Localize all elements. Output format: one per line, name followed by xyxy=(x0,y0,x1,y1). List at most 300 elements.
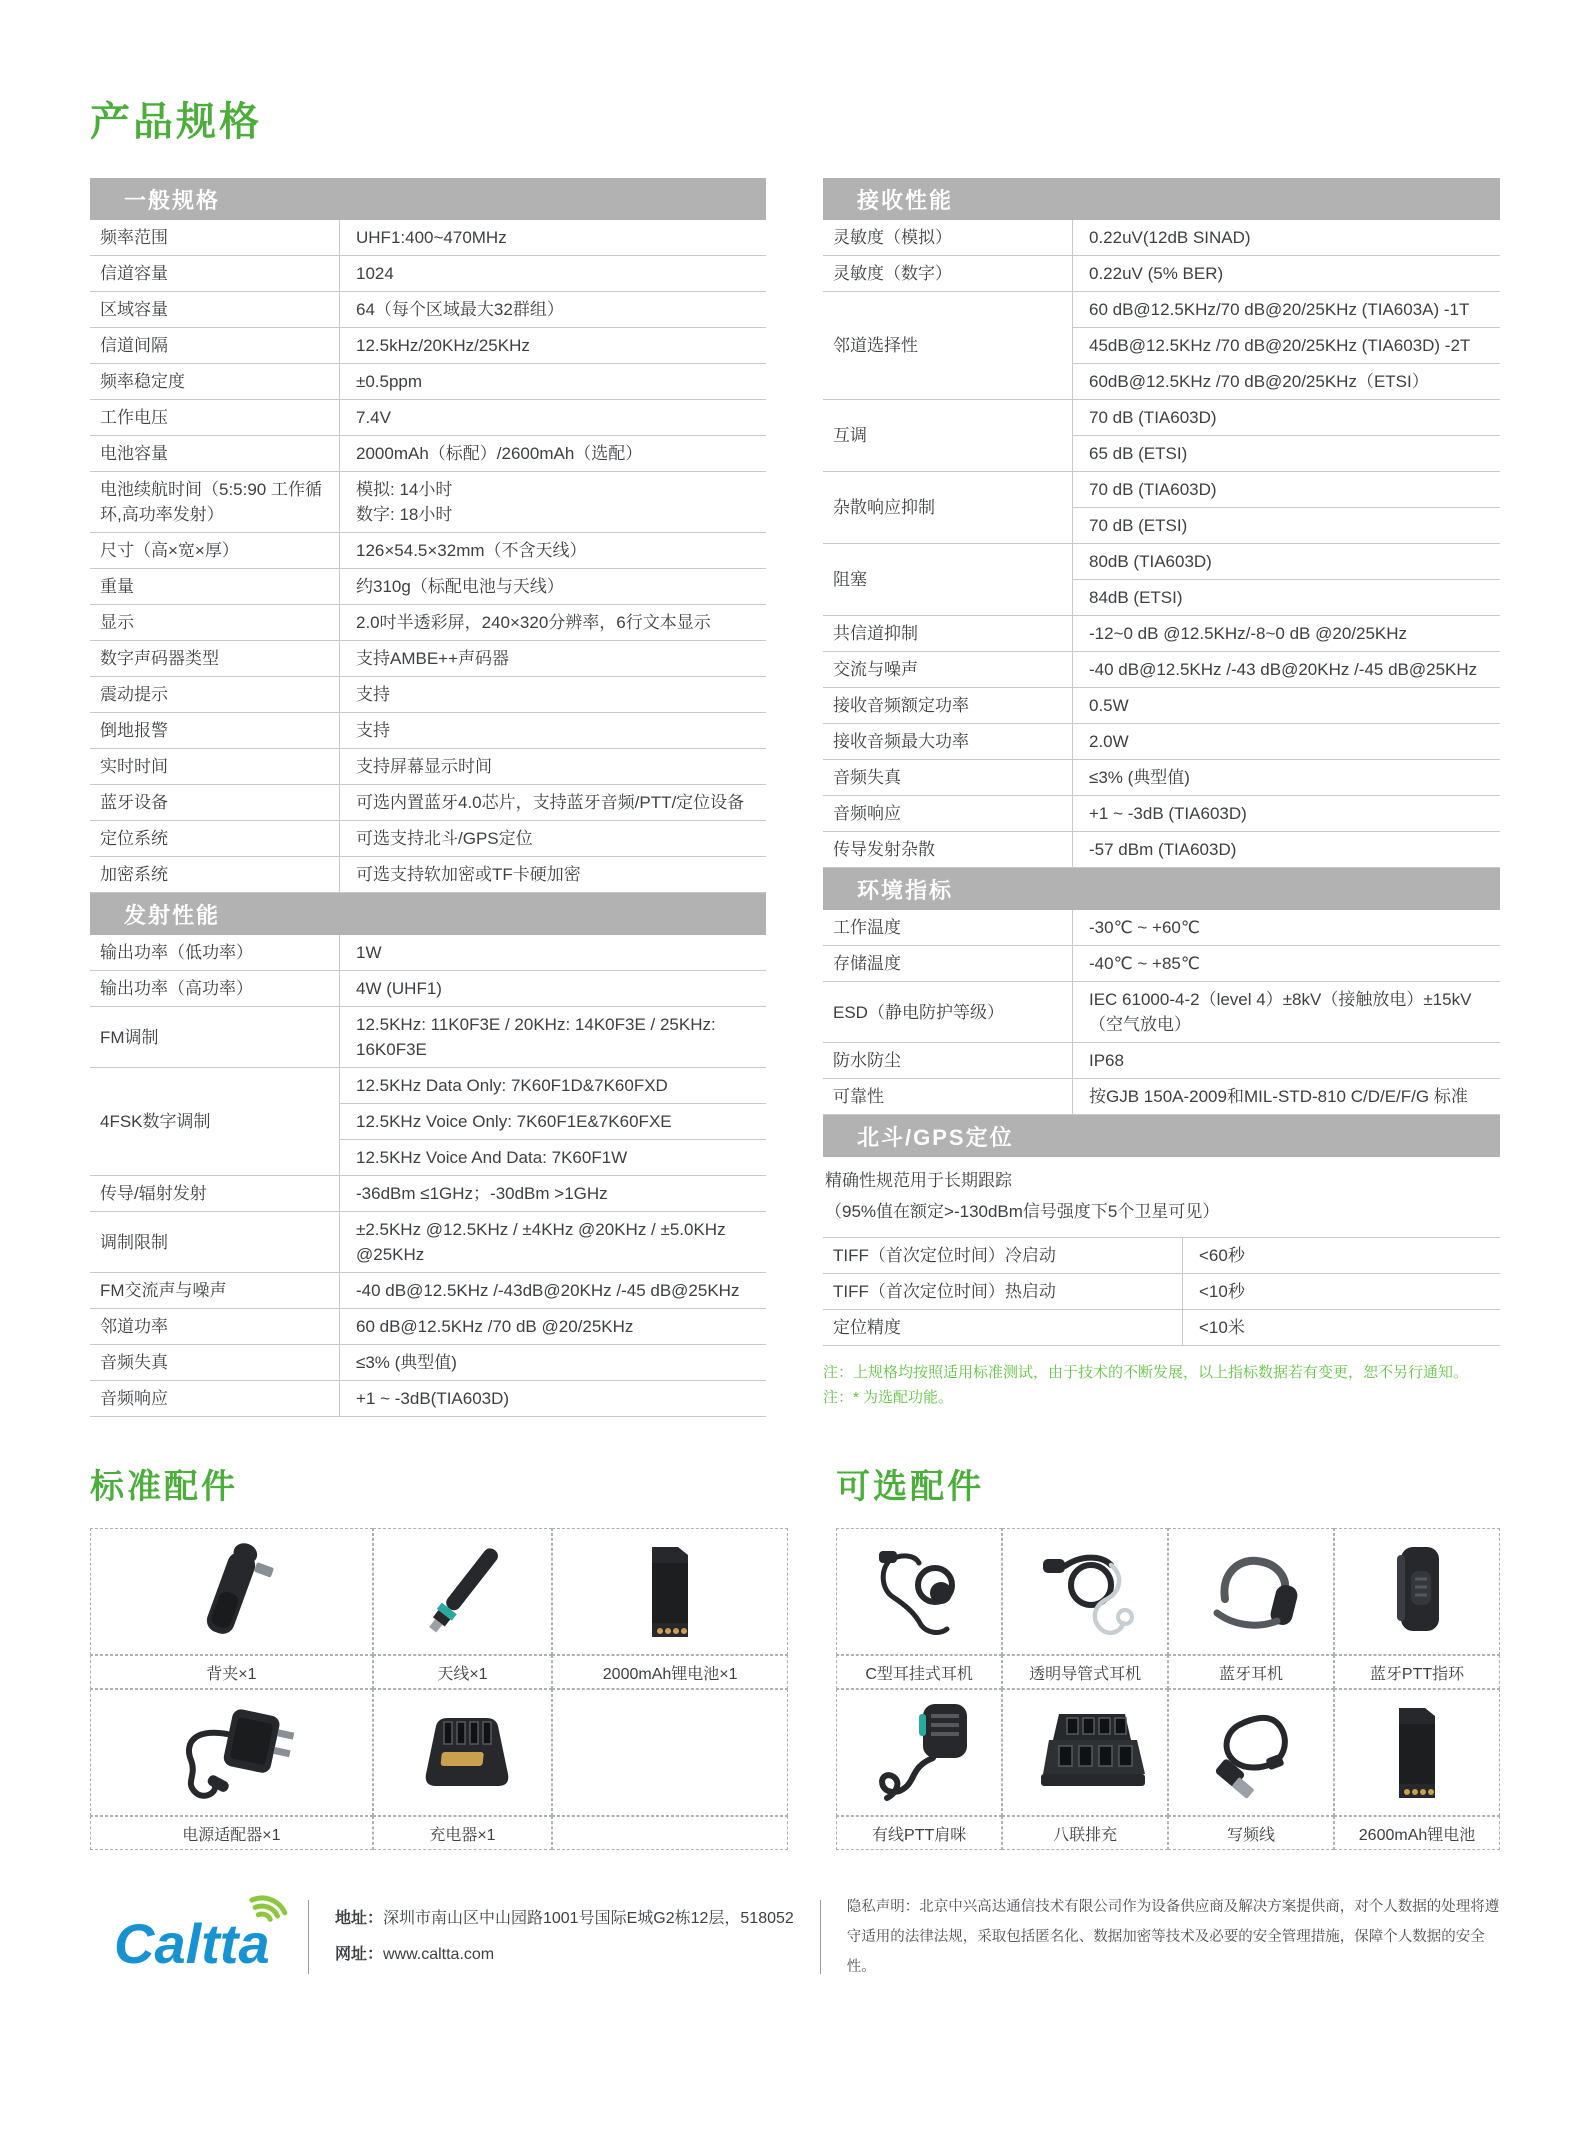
spec-value xyxy=(340,1212,766,1272)
multi-unit-charger-photo xyxy=(1002,1689,1168,1816)
accessory-label: 八联排充 xyxy=(1002,1816,1168,1850)
battery-photo xyxy=(1334,1689,1500,1816)
spec-value-cell xyxy=(1073,579,1500,615)
spec-row xyxy=(823,760,1500,796)
spec-label: 调制限制 xyxy=(90,1212,340,1272)
spec-row xyxy=(90,857,766,893)
accessory-label: 电源适配器×1 xyxy=(90,1816,373,1850)
spec-value-line: 12.5KHz Voice And Data: 7K60F1W xyxy=(356,1148,628,1167)
spec-label: 共信道抑制 xyxy=(823,616,1073,651)
spec-value-line: 12.5KHz Voice Only: 7K60F1E&7K60FXE xyxy=(356,1112,672,1131)
spec-row xyxy=(90,472,766,533)
gps-intro xyxy=(823,1157,1500,1238)
spec-value-cell xyxy=(340,1068,766,1103)
caltta-logo-graphic xyxy=(112,1893,308,1977)
spec-label: 邻道选择性 xyxy=(823,292,1073,399)
spec-value-cell xyxy=(1183,1274,1500,1309)
optional-accessories-section xyxy=(836,1433,1500,1850)
spec-label: 灵敏度（模拟） xyxy=(823,220,1073,255)
spec-value-line: ±2.5KHz @12.5KHz / ±4KHz @20KHz / ±5.0KHz @25KHz xyxy=(356,1220,726,1264)
spec-row xyxy=(90,785,766,821)
spec-row xyxy=(90,1345,766,1381)
accessory-label: 2000mAh锂电池×1 xyxy=(552,1655,788,1689)
spec-value-cell xyxy=(340,292,766,327)
spec-label: 阻塞 xyxy=(823,544,1073,615)
spec-label: 音频响应 xyxy=(90,1381,340,1416)
spec-value xyxy=(340,713,766,748)
accessory-label: C型耳挂式耳机 xyxy=(836,1655,1002,1689)
spec-table xyxy=(823,220,1500,868)
spec-value xyxy=(340,400,766,435)
spec-value-line: 84dB (ETSI) xyxy=(1089,588,1183,607)
spec-label: TIFF（首次定位时间）冷启动 xyxy=(823,1238,1183,1273)
spec-value-cell xyxy=(340,605,766,640)
spec-value-cell xyxy=(1073,946,1500,981)
spec-label: 传导发射杂散 xyxy=(823,832,1073,867)
spec-value-cell xyxy=(340,1103,766,1139)
spec-value-cell xyxy=(340,641,766,676)
spec-value xyxy=(340,1309,766,1344)
spec-value xyxy=(340,605,766,640)
spec-value-cell xyxy=(340,971,766,1006)
spec-value xyxy=(340,256,766,291)
spec-row xyxy=(90,1309,766,1345)
spec-label: TIFF（首次定位时间）热启动 xyxy=(823,1274,1183,1309)
spec-label: 接收音频额定功率 xyxy=(823,688,1073,723)
spec-value-line: <10秒 xyxy=(1199,1282,1245,1301)
spec-row xyxy=(90,749,766,785)
spec-value xyxy=(1073,1079,1500,1114)
spec-row xyxy=(90,1176,766,1212)
spec-value-line: 12.5KHz: 11K0F3E / 20KHz: 14K0F3E / 25KHz: 16K0F3E xyxy=(356,1015,716,1059)
accessory-label xyxy=(552,1816,788,1850)
spec-value-line: 可选内置蓝牙4.0芯片，支持蓝牙音频/PTT/定位设备 xyxy=(356,793,745,812)
spec-column-right-sections xyxy=(823,178,1500,1346)
spec-label: 灵敏度（数字） xyxy=(823,256,1073,291)
accessories-area xyxy=(90,1433,1500,1850)
section-header: 北斗/GPS定位 xyxy=(823,1115,1500,1157)
spec-value xyxy=(340,821,766,856)
spec-label: 蓝牙设备 xyxy=(90,785,340,820)
spec-label: 倒地报警 xyxy=(90,713,340,748)
spec-label: FM交流声与噪声 xyxy=(90,1273,340,1308)
bluetooth-headset-photo xyxy=(1168,1528,1334,1655)
spec-value-cell xyxy=(1073,724,1500,759)
spec-label: 工作电压 xyxy=(90,400,340,435)
spec-row xyxy=(90,328,766,364)
spec-row xyxy=(823,292,1500,400)
section-header: 接收性能 xyxy=(823,178,1500,220)
section-header: 发射性能 xyxy=(90,893,766,935)
spec-row xyxy=(823,832,1500,868)
privacy-statement: 隐私声明：北京中兴高达通信技术有限公司作为设备供应商及解决方案提供商，对个人数据的处理将遵守适用的法律法规，采取包括匿名化、数据加密等技术及必要的安全管理措施，保障个人数据的安全性。 xyxy=(846,1899,1500,1975)
spec-value-line: 0.22uV (5% BER) xyxy=(1089,264,1224,283)
spec-label: 传导/辐射发射 xyxy=(90,1176,340,1211)
spec-row xyxy=(90,971,766,1007)
spec-row xyxy=(90,364,766,400)
spec-value-cell xyxy=(340,1345,766,1380)
caltta-logo xyxy=(112,1893,308,1982)
spec-row xyxy=(90,641,766,677)
spec-value xyxy=(340,785,766,820)
address-label: 地址： xyxy=(334,1910,383,1927)
spec-label: 数字声码器类型 xyxy=(90,641,340,676)
spec-label: 尺寸（高×宽×厚） xyxy=(90,533,340,568)
spec-row xyxy=(90,1007,766,1068)
spec-value-line: -12~0 dB @12.5KHz/-8~0 dB @20/25KHz xyxy=(1089,624,1408,643)
bluetooth-ptt-ring-photo xyxy=(1334,1528,1500,1655)
spec-value-cell xyxy=(1073,760,1500,795)
spec-column-left xyxy=(90,178,766,1417)
spec-label: 邻道功率 xyxy=(90,1309,340,1344)
spec-value-line: 70 dB (TIA603D) xyxy=(1089,480,1217,499)
spec-value-line: 12.5kHz/20KHz/25KHz xyxy=(356,336,530,355)
spec-value xyxy=(340,1068,766,1175)
spec-value-cell xyxy=(340,1212,766,1272)
spec-row xyxy=(823,796,1500,832)
spec-value xyxy=(1073,220,1500,255)
spec-row xyxy=(823,616,1500,652)
empty-accessory-cell xyxy=(552,1689,788,1816)
spec-value-cell xyxy=(1073,832,1500,867)
spec-row xyxy=(823,256,1500,292)
spec-label: 工作温度 xyxy=(823,910,1073,945)
notes xyxy=(823,1360,1500,1410)
spec-value-line: 1024 xyxy=(356,264,394,283)
note-line: 注：上规格均按照适用标准测试，由于技术的不断发展，以上指标数据若有变更，恕不另行通知。 xyxy=(823,1364,1469,1381)
spec-value-cell xyxy=(1073,1079,1500,1114)
spec-label: 交流与噪声 xyxy=(823,652,1073,687)
spec-row xyxy=(823,946,1500,982)
spec-value-line: ±0.5ppm xyxy=(356,372,423,391)
section-header: 环境指标 xyxy=(823,868,1500,910)
spec-value xyxy=(340,1345,766,1380)
spec-value xyxy=(340,1381,766,1416)
spec-row xyxy=(90,935,766,971)
spec-value xyxy=(1073,946,1500,981)
accessory-label: 蓝牙耳机 xyxy=(1168,1655,1334,1689)
spec-value-cell xyxy=(1073,796,1500,831)
spec-value xyxy=(1073,982,1500,1042)
footer-address-block xyxy=(335,1901,794,1973)
spec-value xyxy=(340,533,766,568)
spec-row xyxy=(90,533,766,569)
spec-row xyxy=(823,724,1500,760)
spec-value-cell xyxy=(1073,910,1500,945)
gps-intro-line: （95%值在额定>-130dBm信号强度下5个卫星可见） xyxy=(825,1202,1220,1221)
spec-label: 加密系统 xyxy=(90,857,340,892)
spec-value-line: -40℃ ~ +85℃ xyxy=(1089,954,1200,973)
spec-value-line: 支持 xyxy=(356,721,390,740)
spec-label: 定位精度 xyxy=(823,1310,1183,1345)
accessory-label: 天线×1 xyxy=(373,1655,552,1689)
spec-value xyxy=(340,1176,766,1211)
spec-value-cell xyxy=(1073,256,1500,291)
spec-value-line: 可选支持北斗/GPS定位 xyxy=(356,829,533,848)
spec-row xyxy=(90,569,766,605)
spec-value-line: -40 dB@12.5KHz /-43 dB@20KHz /-45 dB@25KHz xyxy=(1089,660,1478,679)
spec-value xyxy=(340,328,766,363)
desktop-charger-photo xyxy=(373,1689,552,1816)
spec-value-cell xyxy=(340,857,766,892)
spec-row xyxy=(90,1381,766,1417)
spec-value-line: 126×54.5×32mm（不含天线） xyxy=(356,541,587,560)
spec-value-line: <60秒 xyxy=(1199,1246,1245,1265)
spec-value xyxy=(1183,1310,1500,1345)
spec-value-cell xyxy=(1073,472,1500,507)
spec-label: 电池容量 xyxy=(90,436,340,471)
address-value: 深圳市南山区中山园路1001号国际E城G2栋12层，518052 xyxy=(382,1910,794,1927)
footer-divider xyxy=(820,1900,821,1974)
spec-label: 互调 xyxy=(823,400,1073,471)
caltta-logo-text: Caltta xyxy=(114,1911,270,1975)
spec-row xyxy=(823,1310,1500,1346)
spec-value-line: -40 dB@12.5KHz /-43dB@20KHz /-45 dB@25KHz xyxy=(356,1281,740,1300)
spec-value-line: 64（每个区域最大32群组） xyxy=(356,300,564,319)
spec-label: 显示 xyxy=(90,605,340,640)
spec-label: 实时时间 xyxy=(90,749,340,784)
spec-value-line: -57 dBm (TIA603D) xyxy=(1089,840,1237,859)
spec-value xyxy=(1183,1274,1500,1309)
spec-value-cell xyxy=(340,220,766,255)
spec-value-cell xyxy=(1073,220,1500,255)
earhook-earpiece-photo xyxy=(836,1528,1002,1655)
battery-photo xyxy=(552,1528,788,1655)
spec-value xyxy=(1073,1043,1500,1078)
accessory-label: 充电器×1 xyxy=(373,1816,552,1850)
spec-value-line: 0.5W xyxy=(1089,696,1129,715)
spec-value-cell xyxy=(1073,507,1500,543)
spec-value xyxy=(1073,688,1500,723)
spec-value-line: 45dB@12.5KHz /70 dB@20/25KHz (TIA603D) -2T xyxy=(1089,336,1471,355)
spec-row xyxy=(823,1079,1500,1115)
spec-value xyxy=(340,857,766,892)
spec-value-line: 80dB (TIA603D) xyxy=(1089,552,1212,571)
spec-value xyxy=(1073,724,1500,759)
spec-value-cell xyxy=(1073,363,1500,399)
spec-row xyxy=(823,982,1500,1043)
spec-row xyxy=(823,544,1500,616)
spec-value-cell xyxy=(1073,688,1500,723)
spec-value-cell xyxy=(1073,616,1500,651)
spec-value xyxy=(340,569,766,604)
spec-value-cell xyxy=(340,364,766,399)
spec-row xyxy=(823,1274,1500,1310)
page-title: 产品规格 xyxy=(90,100,262,144)
gps-intro-line: 精确性规范用于长期跟踪 xyxy=(825,1171,1012,1190)
spec-value-cell xyxy=(340,1273,766,1308)
spec-label: 区域容量 xyxy=(90,292,340,327)
spec-value-cell xyxy=(340,1007,766,1067)
spec-value-line: ≤3% (典型值) xyxy=(1089,768,1190,787)
spec-label: 震动提示 xyxy=(90,677,340,712)
spec-value-line: +1 ~ -3dB(TIA603D) xyxy=(356,1389,510,1408)
spec-row xyxy=(823,220,1500,256)
spec-label: 信道间隔 xyxy=(90,328,340,363)
accessory-label: 写频线 xyxy=(1168,1816,1334,1850)
acoustic-tube-earpiece-photo xyxy=(1002,1528,1168,1655)
spec-value-line: 支持屏幕显示时间 xyxy=(356,757,492,776)
spec-row xyxy=(90,677,766,713)
spec-row xyxy=(90,220,766,256)
spec-label: 音频失真 xyxy=(90,1345,340,1380)
power-adapter-photo xyxy=(90,1689,373,1816)
spec-value xyxy=(1073,544,1500,615)
spec-value xyxy=(340,364,766,399)
spec-value-line: 4W (UHF1) xyxy=(356,979,442,998)
spec-value xyxy=(1073,400,1500,471)
spec-value xyxy=(1183,1238,1500,1273)
spec-value-cell xyxy=(1073,1043,1500,1078)
spec-value xyxy=(340,220,766,255)
spec-column-right xyxy=(823,178,1500,1410)
spec-value xyxy=(340,436,766,471)
spec-value-line: 1W xyxy=(356,943,382,962)
spec-table xyxy=(90,935,766,1417)
spec-value-line: 70 dB (TIA603D) xyxy=(1089,408,1217,427)
spec-row xyxy=(90,256,766,292)
footer-address-line xyxy=(335,1901,794,1937)
website-value: www.caltta.com xyxy=(382,1946,495,1963)
spec-label: 信道容量 xyxy=(90,256,340,291)
accessory-label: 背夹×1 xyxy=(90,1655,373,1689)
standard-accessories-section xyxy=(90,1433,788,1850)
spec-value-line: UHF1:400~470MHz xyxy=(356,228,507,247)
spec-value-line: 60 dB@12.5KHz/70 dB@20/25KHz (TIA603A) -1T xyxy=(1089,300,1470,319)
spec-row xyxy=(90,713,766,749)
spec-label: 频率稳定度 xyxy=(90,364,340,399)
spec-value-cell xyxy=(340,713,766,748)
optional-accessories-title: 可选配件 xyxy=(836,1468,985,1506)
spec-row xyxy=(823,1238,1500,1274)
spec-value xyxy=(340,935,766,970)
spec-row xyxy=(90,605,766,641)
spec-label: 防水防尘 xyxy=(823,1043,1073,1078)
spec-value xyxy=(1073,616,1500,651)
spec-value-line: 2.0吋半透彩屏，240×320分辨率，6行文本显示 xyxy=(356,613,711,632)
spec-value-line: 65 dB (ETSI) xyxy=(1089,444,1188,463)
spec-value-line: 约310g（标配电池与天线） xyxy=(356,577,564,596)
spec-row xyxy=(823,472,1500,544)
accessory-label: 2600mAh锂电池 xyxy=(1334,1816,1500,1850)
section-header: 一般规格 xyxy=(90,178,766,220)
spec-label: 存储温度 xyxy=(823,946,1073,981)
wired-ptt-speaker-mic-photo xyxy=(836,1689,1002,1816)
spec-value-line: 按GJB 150A-2009和MIL-STD-810 C/D/E/F/G 标准 xyxy=(1089,1087,1468,1106)
spec-value-cell xyxy=(340,785,766,820)
spec-label: ESD（静电防护等级） xyxy=(823,982,1073,1042)
spec-value-line: +1 ~ -3dB (TIA603D) xyxy=(1089,804,1247,823)
spec-value-line: 0.22uV(12dB SINAD) xyxy=(1089,228,1251,247)
optional-accessories-table xyxy=(836,1528,1500,1850)
spec-row xyxy=(823,400,1500,472)
spec-row xyxy=(90,292,766,328)
spec-label: 音频失真 xyxy=(823,760,1073,795)
spec-row xyxy=(90,1273,766,1309)
spec-value xyxy=(340,472,766,532)
footer xyxy=(90,1892,1500,1982)
spec-value-cell xyxy=(340,1139,766,1175)
spec-value-line: IP68 xyxy=(1089,1051,1124,1070)
spec-value-line: IEC 61000-4-2（level 4）±8kV（接触放电）±15kV（空气放电） xyxy=(1089,990,1472,1034)
spec-value-cell xyxy=(340,677,766,712)
spec-value xyxy=(1073,832,1500,867)
spec-label: 接收音频最大功率 xyxy=(823,724,1073,759)
spec-value xyxy=(1073,292,1500,399)
spec-table xyxy=(823,910,1500,1115)
spec-value-cell xyxy=(1073,982,1500,1042)
spec-value-cell xyxy=(340,436,766,471)
standard-accessories-table xyxy=(90,1528,788,1850)
spec-label: 定位系统 xyxy=(90,821,340,856)
spec-value xyxy=(340,971,766,1006)
spec-columns xyxy=(90,178,1500,1417)
spec-row xyxy=(823,910,1500,946)
spec-value xyxy=(340,1007,766,1067)
spec-value-line: 60 dB@12.5KHz /70 dB @20/25KHz xyxy=(356,1317,634,1336)
spec-value xyxy=(1073,256,1500,291)
spec-table xyxy=(90,220,766,893)
spec-value xyxy=(1073,652,1500,687)
spec-row xyxy=(90,400,766,436)
spec-value-cell xyxy=(340,472,766,532)
spec-label: FM调制 xyxy=(90,1007,340,1067)
spec-label: 输出功率（高功率） xyxy=(90,971,340,1006)
spec-row xyxy=(90,436,766,472)
footer-divider xyxy=(308,1900,309,1974)
spec-value-cell xyxy=(1073,435,1500,471)
spec-value xyxy=(340,749,766,784)
spec-value-cell xyxy=(340,935,766,970)
spec-value-line: ≤3% (典型值) xyxy=(356,1353,457,1372)
spec-value-cell xyxy=(340,749,766,784)
spec-value-cell xyxy=(340,821,766,856)
spec-value-line: 70 dB (ETSI) xyxy=(1089,516,1188,535)
spec-value-cell xyxy=(340,1309,766,1344)
spec-value xyxy=(340,1273,766,1308)
spec-value-line: 模拟: 14小时 xyxy=(356,480,453,499)
spec-value-line: 支持 xyxy=(356,685,390,704)
spec-value-cell xyxy=(340,1176,766,1211)
spec-value-cell xyxy=(1073,327,1500,363)
spec-value-cell xyxy=(340,256,766,291)
spec-value-line: 可选支持软加密或TF卡硬加密 xyxy=(356,865,581,884)
spec-value-line: 7.4V xyxy=(356,408,391,427)
footer-website-line xyxy=(335,1937,794,1973)
spec-label: 可靠性 xyxy=(823,1079,1073,1114)
spec-value-cell xyxy=(1183,1238,1500,1273)
spec-value-line: -30℃ ~ +60℃ xyxy=(1089,918,1200,937)
spec-value-cell xyxy=(340,328,766,363)
spec-label: 频率范围 xyxy=(90,220,340,255)
website-label: 网址： xyxy=(334,1946,383,1963)
spec-row xyxy=(90,1068,766,1176)
spec-value-cell xyxy=(340,533,766,568)
accessory-label: 有线PTT肩咪 xyxy=(836,1816,1002,1850)
spec-label: 杂散响应抑制 xyxy=(823,472,1073,543)
standard-accessories-title: 标准配件 xyxy=(90,1468,238,1506)
spec-value-line: 60dB@12.5KHz /70 dB@20/25KHz（ETSI） xyxy=(1089,372,1429,391)
accessory-label: 蓝牙PTT指环 xyxy=(1334,1655,1500,1689)
spec-label: 4FSK数字调制 xyxy=(90,1068,340,1175)
note-line: 注：* 为选配功能。 xyxy=(823,1389,954,1406)
spec-label: 输出功率（低功率） xyxy=(90,935,340,970)
spec-value-cell xyxy=(340,1381,766,1416)
programming-cable-photo xyxy=(1168,1689,1334,1816)
spec-value-cell xyxy=(1073,292,1500,327)
spec-label: 音频响应 xyxy=(823,796,1073,831)
spec-value-cell xyxy=(1073,400,1500,435)
